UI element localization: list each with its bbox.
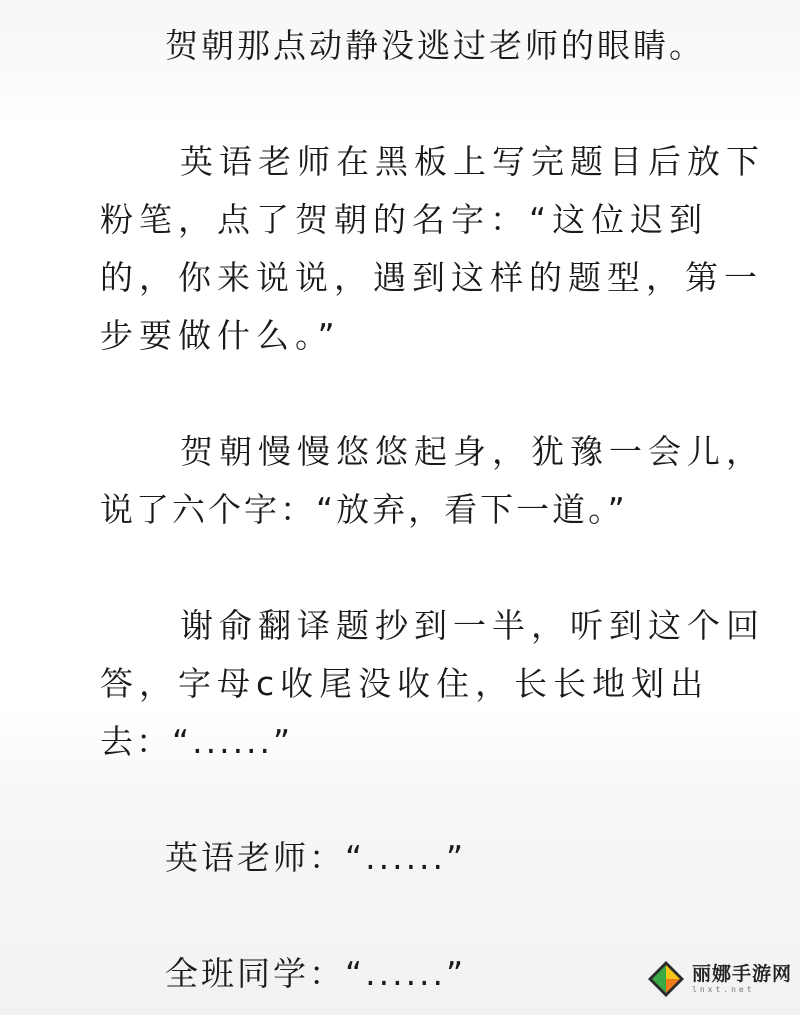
text-line-11: 英语老师：“......” [165, 838, 467, 877]
watermark-name: 丽娜手游网 [692, 963, 793, 985]
text-line-8: 谢俞翻译题抄到一半，听到这个回 [180, 606, 765, 645]
watermark-domain: lnxt.net [692, 985, 755, 994]
watermark-text [692, 963, 792, 995]
site-watermark [646, 949, 796, 1009]
text-line-9: 答，字母c收尾没收住，长长地划出 [100, 664, 710, 703]
text-line-6: 贺朝慢慢悠悠起身，犹豫一会儿， [180, 432, 765, 471]
text-line-5: 步要做什么。” [100, 316, 341, 355]
text-line-3: 粉笔，点了贺朝的名字：“这位迟到 [100, 200, 709, 239]
diamond-logo-icon [646, 959, 686, 999]
text-line-1: 贺朝那点动静没逃过老师的眼睛。 [165, 26, 705, 65]
text-line-2: 英语老师在黑板上写完题目后放下 [180, 142, 765, 181]
text-line-10: 去：“......” [100, 722, 294, 761]
text-line-7: 说了六个字：“放弃，看下一道。” [100, 490, 628, 529]
text-line-12: 全班同学：“......” [165, 954, 467, 993]
text-line-4: 的，你来说说，遇到这样的题型，第一 [100, 258, 763, 297]
